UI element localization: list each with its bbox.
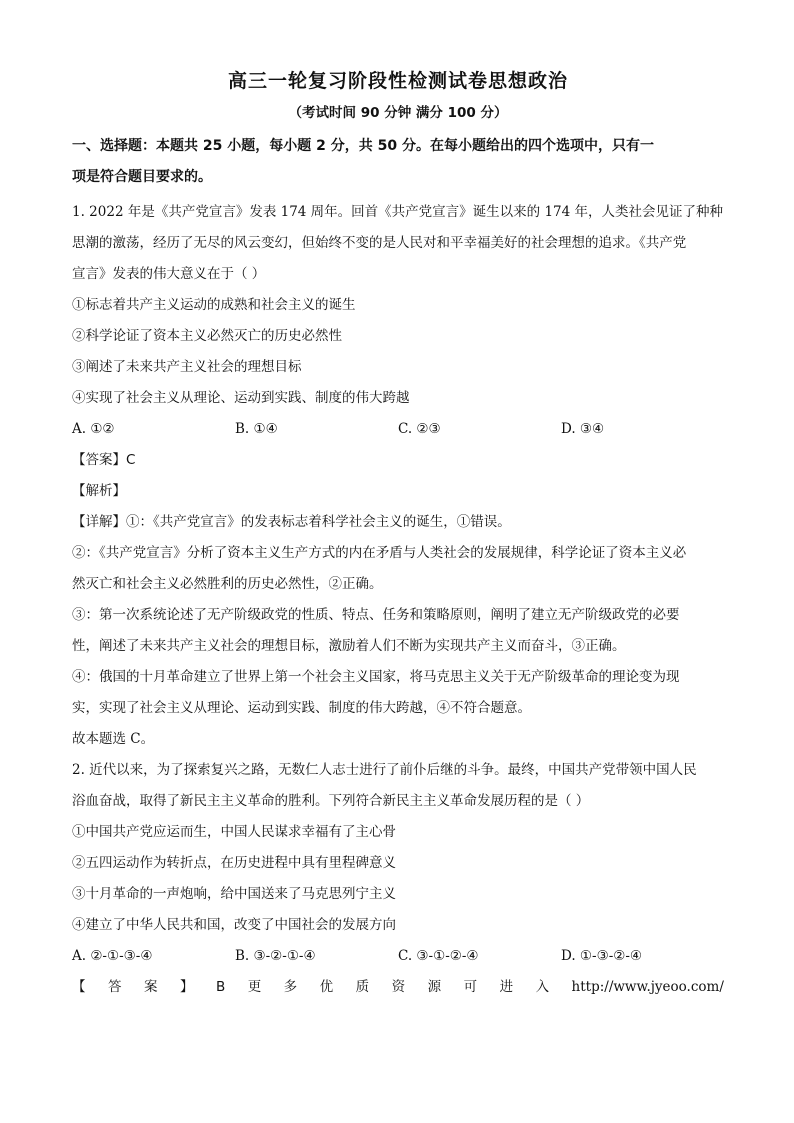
question-1 (72, 197, 724, 755)
question-2-stem-line-2: 浴血奋战，取得了新民主主义革命的胜利。下列符合新民主主义革命发展历程的是（ ） (72, 793, 590, 809)
question-1-stem-line-3: 宣言》发表的伟大意义在于（ ） (72, 266, 266, 282)
statement-4: ④建立了中华人民共和国，改变了中国社会的发展方向 (72, 917, 396, 933)
option-b: B. ③-②-①-④ (235, 948, 316, 964)
statement-3: ③十月革命的一声炮响，给中国送来了马克思列宁主义 (72, 886, 396, 902)
option-d: D. ①-③-②-④ (561, 948, 643, 964)
answer-char: 更 (247, 979, 262, 995)
answer-char: B (215, 979, 226, 995)
section-heading (72, 131, 724, 193)
exam-info: （考试时间 90 分钟 满分 100 分） (288, 105, 508, 121)
statement-1: ①中国共产党应运而生，中国人民谋求幸福有了主心骨 (72, 824, 396, 840)
detail-line-8: 故本题选 C。 (72, 731, 155, 747)
detail-line-4: ③：第一次系统论述了无产阶级政党的性质、特点、任务和策略原则，阐明了建立无产阶级政党的必要 (72, 607, 680, 623)
answer-label: 【答案】C (72, 452, 136, 468)
option-a: A. ①② (72, 421, 115, 437)
statement-1: ①标志着共产主义运动的成熟和社会主义的诞生 (72, 297, 356, 313)
option-b: B. ①④ (235, 421, 278, 437)
detail-line-7: 实，实现了社会主义从理论、运动到实践、制度的伟大跨越，④不符合题意。 (72, 700, 531, 716)
statement-2: ②五四运动作为转折点，在历史进程中具有里程碑意义 (72, 855, 396, 871)
answer-char: 入 (535, 979, 550, 995)
question-1-stem-line-1: 1. 2022 年是《共产党宣言》发表 174 周年。回首《共产党宣言》诞生以来的 174 年，人类社会见证了种种 (72, 204, 724, 220)
question-1-stem-line-2: 思潮的激荡，经历了无尽的风云变幻，但始终不变的是人民对和平幸福美好的社会理想的追求。《共产党 (72, 235, 687, 251)
answer-char: 可 (463, 979, 478, 995)
options-row (72, 414, 724, 445)
statement-2: ②科学论证了资本主义必然灭亡的历史必然性 (72, 328, 342, 344)
answer-char: 【 (72, 979, 86, 995)
answer-char: 答 (107, 979, 122, 995)
detail-line-2: ②：《共产党宣言》分析了资本主义生产方式的内在矛盾与人类社会的发展规律，科学论证了资本主义必 (72, 545, 687, 561)
statement-3: ③阐述了未来共产主义社会的理想目标 (72, 359, 302, 375)
answer-char: 质 (355, 979, 370, 995)
detail-line-1: 【详解】①：《共产党宣言》的发表标志着科学社会主义的诞生，①错误。 (72, 514, 511, 530)
section-heading-line-2: 项是符合题目要求的。 (72, 169, 212, 185)
question-2-stem-line-1: 2. 近代以来，为了探索复兴之路，无数仁人志士进行了前仆后继的斗争。最终，中国共产党带领中国人民 (72, 762, 697, 778)
page-title: 高三一轮复习阶段性检测试卷思想政治 (227, 70, 568, 92)
options-row (72, 941, 724, 972)
source-link[interactable]: http://www.jyeoo.com/ (571, 979, 724, 995)
answer-char: 源 (427, 979, 442, 995)
detail-line-6: ④：俄国的十月革命建立了世界上第一个社会主义国家，将马克思主义关于无产阶级革命的理论变为现 (72, 669, 680, 685)
detail-line-5: 性，阐述了未来共产主义社会的理想目标，激励着人们不断为实现共产主义而奋斗，③正确。 (72, 638, 626, 654)
answer-char: 进 (499, 979, 514, 995)
option-d: D. ③④ (561, 421, 605, 437)
answer-char: 多 (283, 979, 298, 995)
option-c: C. ③-①-②-④ (398, 948, 479, 964)
option-a: A. ②-①-③-④ (72, 948, 153, 964)
analysis-label: 【解析】 (72, 483, 126, 499)
answer-char: 资 (391, 979, 406, 995)
document-page (72, 66, 724, 1003)
statement-4: ④实现了社会主义从理论、运动到实践、制度的伟大跨越 (72, 390, 410, 406)
section-heading-line-1: 一、选择题：本题共 25 小题，每小题 2 分，共 50 分。在每小题给出的四个选项中，只有一 (72, 138, 654, 154)
detail-line-3: 然灭亡和社会主义必然胜利的历史必然性，②正确。 (72, 576, 383, 592)
answer-char: 】 (179, 979, 194, 995)
answer-char: 案 (143, 979, 158, 995)
option-c: C. ②③ (398, 421, 441, 437)
answer-line (72, 972, 724, 1003)
question-2 (72, 755, 724, 1003)
answer-char: 优 (319, 979, 334, 995)
